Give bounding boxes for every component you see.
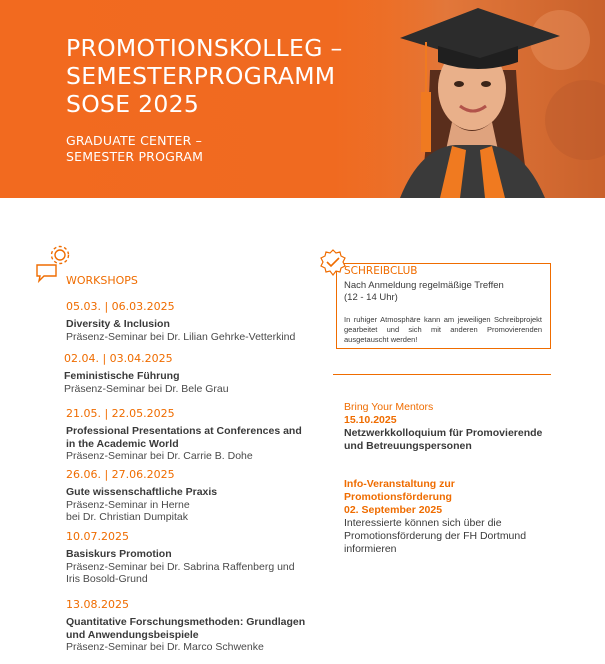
event-title: Basiskurs Promotion [66, 548, 172, 560]
event-date: 05.03. | 06.03.2025 [66, 300, 175, 313]
event-date: 02.04. | 03.04.2025 [64, 352, 173, 365]
banner-title-line: SEMESTERPROGRAMM [66, 62, 336, 90]
event-description: Präsenz-Seminar bei Dr. Sabrina Raffenberg und Iris Bosold-Grund [66, 560, 295, 585]
event-description: Präsenz-Seminar bei Dr. Marco Schwenke [66, 641, 264, 653]
banner-title [66, 34, 343, 118]
info-date: 02. September 2025 [344, 504, 443, 516]
event-title: Quantitative Forschungsmethoden: Grundlagen und Anwendungsbeispiele [66, 616, 306, 641]
mentors-heading: Bring Your Mentors [344, 401, 434, 413]
event-date: 10.07.2025 [66, 530, 129, 543]
event-description: Präsenz-Seminar bei Dr. Carrie B. Dohe [66, 450, 253, 462]
event-description: Präsenz-Seminar bei Dr. Bele Grau [64, 382, 229, 395]
event-title: Diversity & Inclusion [66, 318, 170, 330]
event-title: Feministische Führung [64, 370, 180, 382]
info-description: Interessierte können sich über die Promotionsförderung der FH Dortmund informieren [344, 517, 527, 555]
schreibclub-time: (12 - 14 Uhr) [344, 292, 398, 303]
event-description: Präsenz-Seminar bei Dr. Lilian Gehrke-Vetterkind [66, 330, 296, 343]
info-heading: Info-Veranstaltung zur Promotionsförderung [344, 478, 455, 503]
schreibclub-description: In ruhiger Atmosphäre kann am jeweiligen Schreibprojekt gearbeitet und sich mit anderen Promovierenden ausgetauscht werden! [344, 315, 542, 344]
event-description: bei Dr. Christian Dumpitak [66, 511, 188, 523]
event-date: 21.05. | 22.05.2025 [66, 407, 175, 420]
graduate-photo [360, 0, 605, 198]
workshop-event [66, 468, 311, 524]
event-date: 26.06. | 27.06.2025 [66, 468, 175, 481]
workshop-event [64, 352, 309, 395]
banner-subtitle-line: SEMESTER PROGRAM [66, 149, 204, 164]
banner-title-line: SOSE 2025 [66, 90, 200, 118]
mentors-title: Netzwerkkolloquium für Promovierende und Betreuungspersonen [344, 427, 543, 452]
banner-subtitle [66, 133, 203, 165]
event-date: 13.08.2025 [66, 598, 129, 611]
schreibclub-heading: SCHREIBCLUB [344, 265, 418, 277]
schreibclub-schedule: Nach Anmeldung regelmäßige Treffen [344, 280, 504, 291]
mentors-date: 15.10.2025 [344, 414, 397, 426]
banner-subtitle-line: GRADUATE CENTER – [66, 133, 203, 148]
event-title: Gute wissenschaftliche Praxis [66, 486, 218, 498]
workshops-heading: WORKSHOPS [66, 274, 138, 287]
workshop-event [66, 407, 311, 463]
mentors-event [344, 401, 564, 453]
workshop-event [66, 300, 311, 343]
event-description: Präsenz-Seminar in Herne [66, 498, 190, 511]
header-banner [0, 0, 605, 198]
divider [333, 374, 551, 375]
event-title: Professional Presentations at Conferences and in the Academic World [66, 425, 302, 450]
info-event [344, 478, 564, 556]
banner-title-line: PROMOTIONSKOLLEG – [66, 34, 343, 62]
workshop-event [66, 530, 311, 586]
workshop-event [66, 598, 311, 654]
